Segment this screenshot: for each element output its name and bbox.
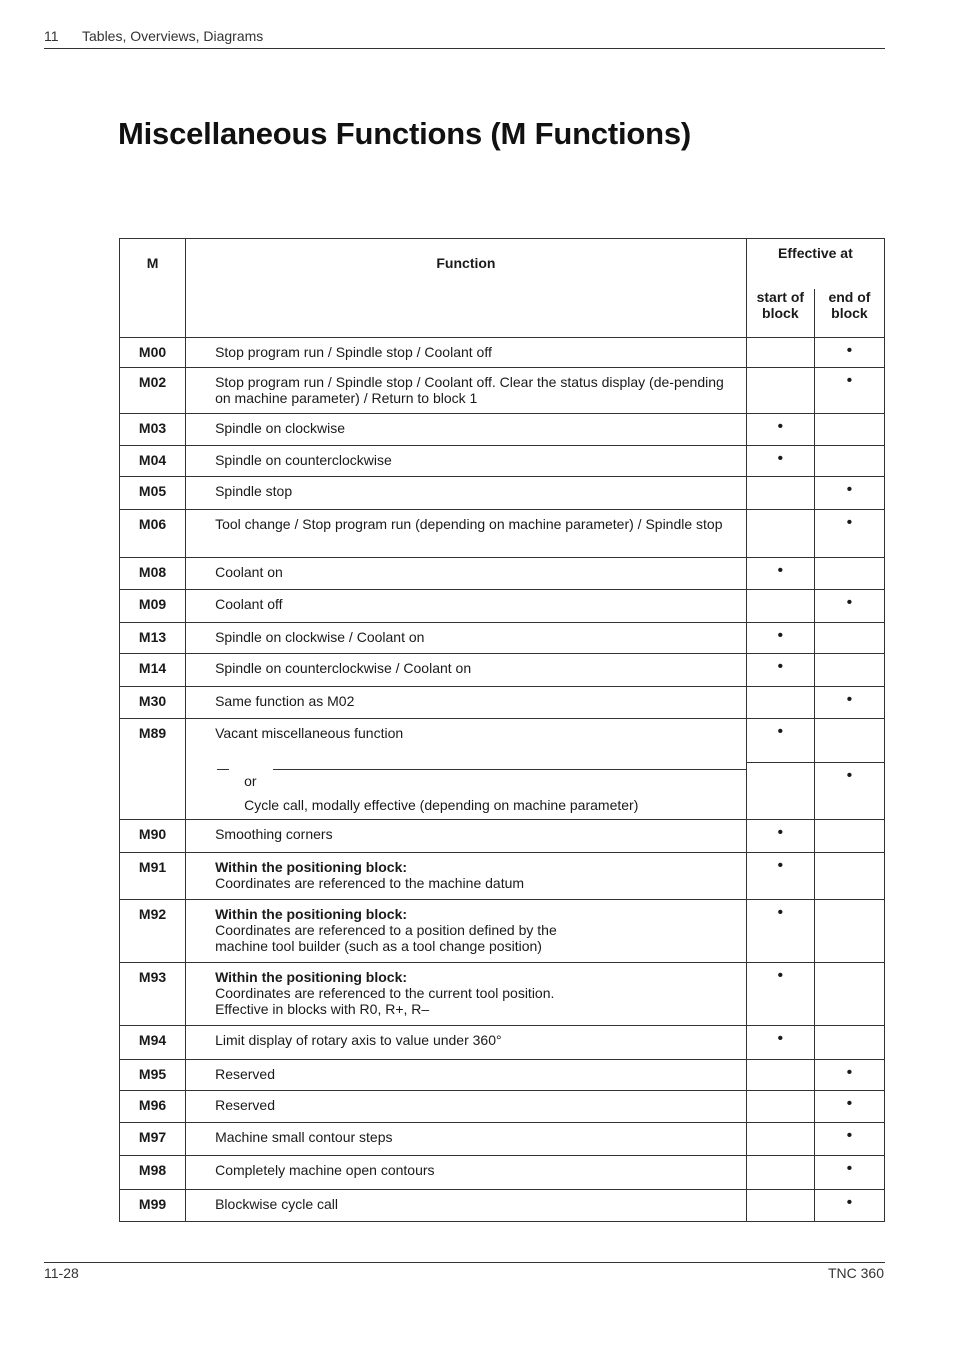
function-description: Spindle on counterclockwise xyxy=(186,446,747,477)
function-heading: Within the positioning block: xyxy=(215,968,408,985)
m-code: M91 xyxy=(120,852,186,899)
start-of-block-marker: • xyxy=(746,623,814,654)
start-of-block-marker xyxy=(746,590,814,623)
end-of-block-marker xyxy=(814,558,884,590)
running-footer xyxy=(44,1265,884,1281)
column-header-effective-at: Effective at xyxy=(746,239,884,290)
function-description-alt: Cycle call, modally effective (depending on machine parameter) xyxy=(244,796,639,813)
chapter-number: 11 xyxy=(44,28,59,44)
m-functions-table xyxy=(119,238,885,1222)
table-row xyxy=(120,510,885,558)
end-of-block-marker: • xyxy=(814,763,884,820)
table-row xyxy=(120,1025,885,1059)
m-code: M94 xyxy=(120,1025,186,1059)
start-of-block-marker xyxy=(746,1189,814,1221)
or-label: or xyxy=(244,772,257,789)
function-description: Completely machine open contours xyxy=(186,1155,747,1189)
function-description: Spindle on clockwise xyxy=(186,414,747,446)
column-header-function: Function xyxy=(186,239,747,338)
function-description: Same function as M02 xyxy=(186,687,747,719)
header-rule xyxy=(44,48,885,49)
m-code: M97 xyxy=(120,1122,186,1155)
function-description xyxy=(186,763,747,820)
m-code: M93 xyxy=(120,962,186,1025)
start-of-block-marker xyxy=(746,687,814,719)
page-number: 11-28 xyxy=(44,1265,79,1281)
table-row xyxy=(120,477,885,510)
start-of-block-marker: • xyxy=(746,654,814,687)
table-row xyxy=(120,1122,885,1155)
m-code: M00 xyxy=(120,338,186,368)
table-row xyxy=(120,852,885,899)
m-code: M30 xyxy=(120,687,186,719)
end-of-block-marker xyxy=(814,654,884,687)
function-description: Machine small contour steps xyxy=(186,1122,747,1155)
product-name: TNC 360 xyxy=(827,1265,884,1281)
function-line: Coordinates are referenced to the machine datum xyxy=(215,874,525,891)
footer-rule xyxy=(44,1262,885,1263)
start-of-block-marker xyxy=(746,338,814,368)
dash-line xyxy=(217,769,229,770)
table-row xyxy=(120,899,885,962)
m-code: M06 xyxy=(120,510,186,558)
section-title: Tables, Overviews, Diagrams xyxy=(82,28,264,44)
m-code: M09 xyxy=(120,590,186,623)
end-of-block-marker xyxy=(814,414,884,446)
end-of-block-marker xyxy=(814,446,884,477)
table-row xyxy=(120,1059,885,1090)
start-of-block-marker: • xyxy=(746,558,814,590)
end-of-block-marker xyxy=(814,962,884,1025)
end-of-block-marker: • xyxy=(814,1189,884,1221)
m-code: M90 xyxy=(120,819,186,852)
table-row xyxy=(120,623,885,654)
end-of-block-marker: • xyxy=(814,687,884,719)
start-of-block-marker: • xyxy=(746,819,814,852)
end-of-block-marker: • xyxy=(814,510,884,558)
function-description: Spindle stop xyxy=(186,477,747,510)
m-code: M05 xyxy=(120,477,186,510)
table-row xyxy=(120,719,885,763)
table-row xyxy=(120,590,885,623)
page-title: Miscellaneous Functions (M Functions) xyxy=(118,116,692,151)
table-row xyxy=(120,1090,885,1122)
start-of-block-marker xyxy=(746,1059,814,1090)
m-code: M08 xyxy=(120,558,186,590)
table-row xyxy=(120,1189,885,1221)
function-line: Coordinates are referenced to a position defined by the xyxy=(215,921,557,938)
function-description: Stop program run / Spindle stop / Coolant off. Clear the status display (de-pending on machine parameter) / Return to block 1 xyxy=(186,368,747,414)
function-heading: Within the positioning block: xyxy=(215,858,408,875)
end-of-block-marker xyxy=(814,719,884,763)
function-line: Effective in blocks with R0, R+, R– xyxy=(215,1000,430,1017)
table-row xyxy=(120,368,885,414)
start-of-block-marker: • xyxy=(746,962,814,1025)
start-of-block-marker xyxy=(746,368,814,414)
end-of-block-marker xyxy=(814,623,884,654)
start-of-block-marker xyxy=(746,477,814,510)
function-description xyxy=(186,899,747,962)
function-description: Vacant miscellaneous function xyxy=(186,719,747,763)
m-code: M98 xyxy=(120,1155,186,1189)
table-row xyxy=(120,654,885,687)
function-description: Limit display of rotary axis to value under 360° xyxy=(186,1025,747,1059)
table-row xyxy=(120,819,885,852)
end-of-block-marker xyxy=(814,1025,884,1059)
function-line: Coordinates are referenced to the current tool position. xyxy=(215,984,555,1001)
start-of-block-marker xyxy=(746,1090,814,1122)
end-of-block-marker: • xyxy=(814,1090,884,1122)
end-of-block-marker: • xyxy=(814,368,884,414)
m-code: M96 xyxy=(120,1090,186,1122)
end-of-block-marker: • xyxy=(814,1122,884,1155)
m-code: M02 xyxy=(120,368,186,414)
m-code: M13 xyxy=(120,623,186,654)
table-row xyxy=(120,763,885,820)
start-of-block-marker xyxy=(746,510,814,558)
m-code: M03 xyxy=(120,414,186,446)
column-header-m: M xyxy=(120,239,186,338)
function-description: Coolant on xyxy=(186,558,747,590)
m-code: M14 xyxy=(120,654,186,687)
m-code: M89 xyxy=(120,719,186,820)
function-description xyxy=(186,852,747,899)
start-of-block-marker: • xyxy=(746,1025,814,1059)
end-of-block-marker: • xyxy=(814,477,884,510)
start-of-block-marker xyxy=(746,1122,814,1155)
separator-line xyxy=(273,769,747,770)
function-description: Reserved xyxy=(186,1090,747,1122)
function-description: Blockwise cycle call xyxy=(186,1189,747,1221)
column-header-end-of-block: end of block xyxy=(814,289,884,337)
function-description: Smoothing corners xyxy=(186,819,747,852)
table-row xyxy=(120,962,885,1025)
end-of-block-marker xyxy=(814,899,884,962)
m-code: M92 xyxy=(120,899,186,962)
function-description: Spindle on clockwise / Coolant on xyxy=(186,623,747,654)
start-of-block-marker: • xyxy=(746,719,814,763)
function-heading: Within the positioning block: xyxy=(215,905,408,922)
table-body xyxy=(120,338,885,1222)
m-code: M99 xyxy=(120,1189,186,1221)
end-of-block-marker: • xyxy=(814,338,884,368)
or-separator xyxy=(215,769,736,797)
end-of-block-marker xyxy=(814,819,884,852)
m-code: M95 xyxy=(120,1059,186,1090)
table-row xyxy=(120,687,885,719)
start-of-block-marker: • xyxy=(746,446,814,477)
table-row xyxy=(120,446,885,477)
start-of-block-marker: • xyxy=(746,414,814,446)
end-of-block-marker: • xyxy=(814,1155,884,1189)
table-row xyxy=(120,1155,885,1189)
function-description: Tool change / Stop program run (depending on machine parameter) / Spindle stop xyxy=(186,510,747,558)
table-row xyxy=(120,558,885,590)
function-description: Spindle on counterclockwise / Coolant on xyxy=(186,654,747,687)
table-row xyxy=(120,338,885,368)
end-of-block-marker xyxy=(814,852,884,899)
function-line: machine tool builder (such as a tool change position) xyxy=(215,937,542,954)
start-of-block-marker xyxy=(746,763,814,820)
function-description: Stop program run / Spindle stop / Coolant off xyxy=(186,338,747,368)
start-of-block-marker: • xyxy=(746,899,814,962)
end-of-block-marker: • xyxy=(814,590,884,623)
column-header-start-of-block: start of block xyxy=(746,289,814,337)
table-row xyxy=(120,414,885,446)
function-description: Coolant off xyxy=(186,590,747,623)
function-description: Reserved xyxy=(186,1059,747,1090)
running-header xyxy=(44,28,884,44)
function-description xyxy=(186,962,747,1025)
start-of-block-marker: • xyxy=(746,852,814,899)
start-of-block-marker xyxy=(746,1155,814,1189)
m-code: M04 xyxy=(120,446,186,477)
end-of-block-marker: • xyxy=(814,1059,884,1090)
